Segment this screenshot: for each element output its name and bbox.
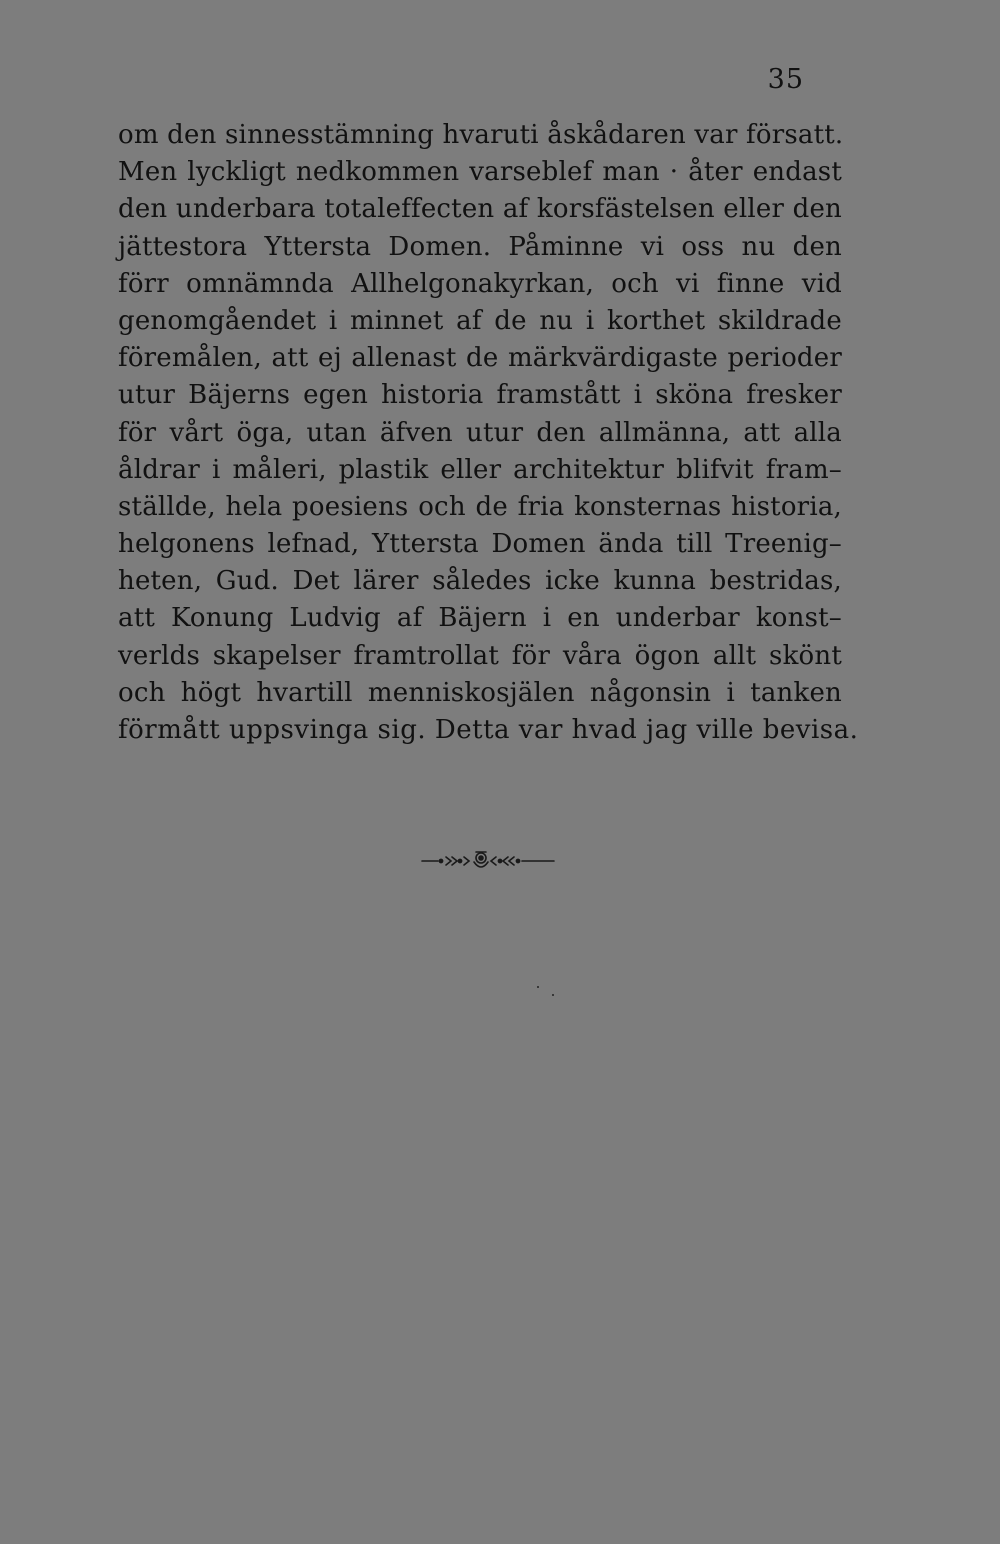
page-number: 35 xyxy=(767,64,804,95)
body-text xyxy=(118,117,859,749)
text-line: Men lyckligt nedkommen varseblef man · åter endast xyxy=(118,157,842,188)
text-line: genomgåendet i minnet af de nu i korthet skildrade xyxy=(118,305,842,336)
text-line: åldrar i måleri, plastik eller architektur blifvit fram– xyxy=(118,454,842,485)
paper-speck xyxy=(537,986,539,988)
text-line: ställde, hela poesiens och de fria konsternas historia, xyxy=(118,491,842,522)
text-line: heten, Gud. Det lärer således icke kunna bestridas, xyxy=(118,566,842,597)
text-line: förr omnämnda Allhelgonakyrkan, och vi finne vid xyxy=(118,268,842,299)
text-line: helgonens lefnad, Yttersta Domen ända till Treenig– xyxy=(118,529,842,560)
text-line: verlds skapelser framtrollat för våra ögon allt skönt xyxy=(118,640,842,671)
text-line-last: förmått uppsvinga sig. Detta var hvad jag ville bevisa. xyxy=(118,715,859,745)
text-line: att Konung Ludvig af Bäjern i en underbar konst– xyxy=(118,603,842,634)
text-line: utur Bäjerns egen historia framstått i sköna fresker xyxy=(118,380,842,411)
text-line: den underbara totaleffecten af korsfästelsen eller den xyxy=(118,194,842,225)
text-line: jättestora Yttersta Domen. Påminne vi oss nu den xyxy=(118,231,842,262)
text-line: och högt hvartill menniskosjälen någonsin i tanken xyxy=(118,677,842,708)
ornamental-divider-icon xyxy=(418,846,558,876)
paper-speck xyxy=(552,994,554,996)
text-line: om den sinnesstämning hvaruti åskådaren var försatt. xyxy=(118,120,844,150)
text-line: föremålen, att ej allenast de märkvärdigaste perioder xyxy=(118,343,842,374)
text-line: för vårt öga, utan äfven utur den allmänna, att alla xyxy=(118,417,842,448)
